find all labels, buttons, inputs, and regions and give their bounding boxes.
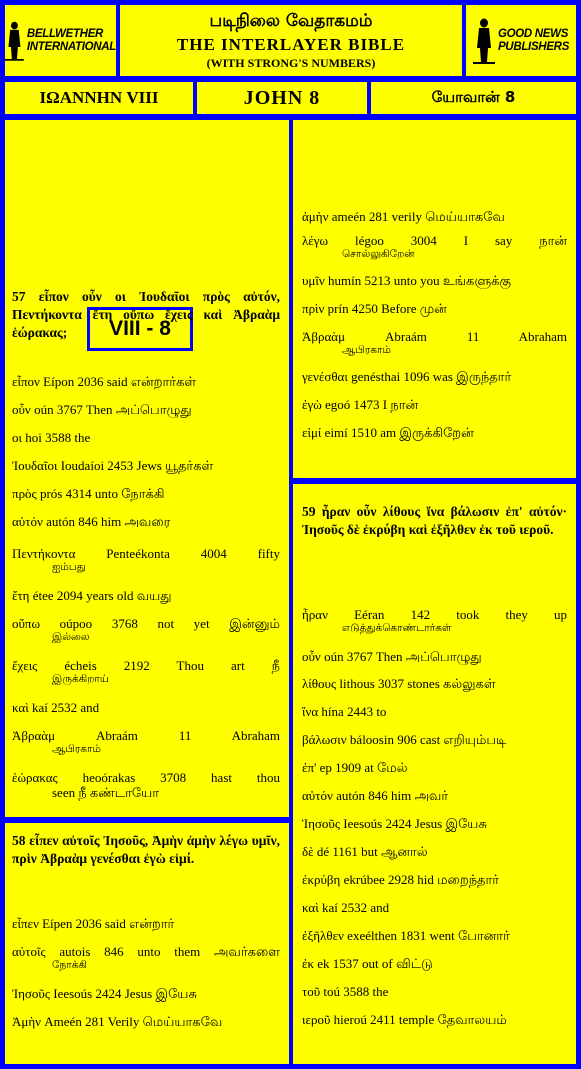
verse-57-panel: [5, 120, 289, 817]
word-entry: ιεροῦ hieroú 2411 temple தேவாலயம்: [302, 1012, 507, 1027]
verse-58-words-continued: [302, 209, 567, 453]
word-entry: τοῦ toú 3588 the: [302, 984, 389, 999]
chapter-tamil: யோவான் 8: [371, 82, 576, 114]
word-entry: ἵνα hína 2443 to: [302, 704, 387, 719]
verse-57-text: 57 εἶπον οὖν οι Ἰουδαῖοι πρὸς αὐτόν, Πεντήκοντα ἔτη οὔπω ἔχεις καὶ Ἀβραὰμ ἑώρακας;: [12, 289, 280, 340]
word-entry: αὐτόν autón 846 him அவரை: [12, 514, 171, 529]
word-entry: Ἀβραὰμ Abraám 11 Abraham ஆபிரகாம்: [302, 329, 567, 356]
word-entry: ἐξῆλθεν exeélthen 1831 went போனார்: [302, 928, 510, 943]
verse-59-words: [302, 607, 567, 1040]
left-logo-text: BELLWETHER INTERNATIONAL: [26, 27, 116, 53]
word-entry: οὔπω oúpoo 3768 not yet இன்னும் இல்லை: [12, 616, 280, 643]
word-entry: Ἰουδαῖοι Ioudaíoi 2453 Jews யூதர்கள்: [12, 458, 214, 473]
figure-icon: [473, 18, 495, 64]
word-entry: ἔχεις écheis 2192 Thou art நீ இருக்கிறாய்: [12, 658, 280, 685]
figure-icon: [5, 18, 24, 64]
word-entry: ἐκ ek 1537 out of விட்டு: [302, 956, 433, 971]
header-title: [120, 5, 462, 76]
word-entry: οὖν oún 3767 Then அப்பொழுது: [12, 402, 192, 417]
word-entry: πρὸς prós 4314 unto நோக்கி: [12, 486, 165, 501]
word-entry: εἶπον Eípon 2036 said என்றார்கள்: [12, 374, 197, 389]
word-entry: εἰμί eimí 1510 am இருக்கிறேன்: [302, 425, 474, 440]
word-entry: βάλωσιν báloosin 906 cast எறியும்படி: [302, 732, 507, 747]
word-entry: γενέσθαι genésthai 1096 was இருந்தார்: [302, 369, 512, 384]
word-entry: ἐγὼ egoó 1473 I நான்: [302, 397, 419, 412]
bellwether-logo: [5, 5, 116, 76]
verse-58-continued-panel: [293, 120, 576, 478]
word-entry: καὶ kaí 2532 and: [12, 700, 100, 715]
word-entry: ἐπ' ep 1909 at மேல்: [302, 760, 408, 775]
word-entry: καὶ kaí 2532 and: [302, 900, 390, 915]
word-entry: εἶπεν Eípen 2036 said என்றார்: [12, 916, 175, 931]
verse-59-text: 59 ἦραν οὖν λίθους ἵνα βάλωσιν ἐπ' αὐτόν· Ἰησοῦς δὲ ἐκρύβη καὶ ἐξῆλθεν ἐκ τοῦ ιεροῦ.: [302, 504, 567, 537]
word-entry: υμῖν humín 5213 unto you உங்களுக்கு: [302, 273, 511, 288]
word-entry: Ἰησοῦς Ieesoús 2424 Jesus இயேசு: [302, 816, 487, 831]
subtitle: (WITH STRONG'S NUMBERS): [206, 56, 376, 70]
word-entry: ἐκρύβη ekrúbee 2928 hid மறைந்தார்: [302, 872, 500, 887]
word-entry: λέγω légoo 3004 I say நான் சொல்லுகிறேன்: [302, 233, 567, 260]
word-entry: πρὶν prín 4250 Before முன்: [302, 301, 447, 316]
verse-57-words: [12, 374, 280, 812]
word-entry: ἔτη étee 2094 years old வயது: [12, 588, 172, 603]
word-entry: δὲ dé 1161 but ஆனால்: [302, 844, 428, 859]
word-entry: Ἀμὴν Ameén 281 Verily மெய்யாகவே: [12, 1014, 223, 1029]
verse-58-words: [12, 916, 280, 1042]
chapter-verse-badge: VIII - 8: [87, 307, 193, 351]
word-entry: ἦραν Eéran 142 took they up எடுத்துக்கொண்டார்கள்: [302, 607, 567, 634]
word-entry: λίθους lithous 3037 stones கல்லுகள்: [302, 676, 496, 691]
word-entry: οι hoi 3588 the: [12, 430, 91, 445]
right-logo-text: GOOD NEWS PUBLISHERS: [497, 27, 570, 53]
word-entry: αὐτόν autón 846 him அவர்: [302, 788, 449, 803]
verse-59-panel: [293, 484, 576, 1064]
word-entry: Ἰησοῦς Ieesoús 2424 Jesus இயேசு: [12, 986, 197, 1001]
word-entry: οὖν oún 3767 Then அப்பொழுது: [302, 649, 482, 664]
verse-58-text: 58 εἶπεν αὐτοῖς Ἰησοῦς, Ἀμὴν ἀμὴν λέγω υμῖν, πρὶν Ἀβραὰμ γενέσθαι ἐγὼ εἰμί.: [12, 833, 280, 866]
word-entry: ἀμὴν ameén 281 verily மெய்யாகவே: [302, 209, 505, 224]
good-news-logo: [466, 5, 576, 76]
word-entry: Πεντήκοντα Penteékonta 4004 fifty ஐம்பது: [12, 546, 280, 573]
title-english: THE INTERLAYER BIBLE: [176, 35, 406, 54]
chapter-english: JOHN 8: [197, 82, 367, 114]
chapter-greek: ΙΩΑΝΝΗΝ VIII: [5, 82, 193, 114]
title-tamil: படிநிலை வேதாகமம்: [209, 11, 373, 31]
word-entry: αὐτοῖς autois 846 unto them அவர்களை நோக்கி: [12, 944, 280, 971]
word-entry: ἑώρακας heoórakas 3708 hast thou seen நீ கண்டாயோ: [12, 770, 280, 800]
verse-58-panel: [5, 823, 289, 1064]
word-entry: Ἀβραὰμ Abraám 11 Abraham ஆபிரகாம்: [12, 728, 280, 755]
